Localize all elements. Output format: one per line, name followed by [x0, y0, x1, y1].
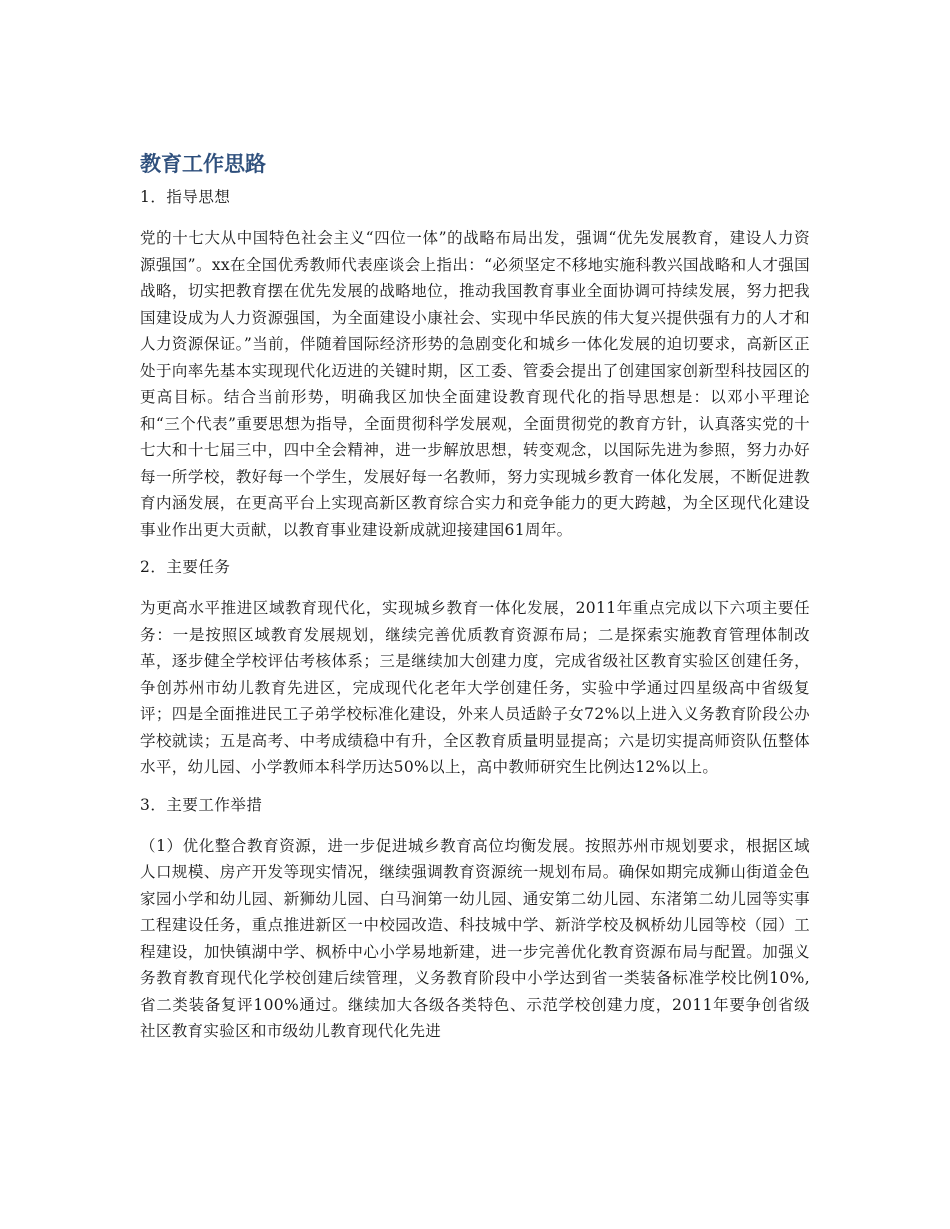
- document-title: 教育工作思路: [140, 152, 266, 176]
- document-page: [140, 148, 810, 1045]
- section-heading-main-tasks: 2．主要任务: [140, 558, 231, 576]
- section-paragraph-main-measures: （1）优化整合教育资源，进一步促进城乡教育高位均衡发展。按照苏州市规划要求，根据区域人口规模、房产开发等现实情况，继续强调教育资源统一规划布局。确保如期完成狮山街道金色家园小学和幼儿园、新狮幼儿园、白马涧第一幼儿园、通安第二幼儿园、东渚第二幼儿园等实事工程建设任务，重点推进新区一中校园改造、科技城中学、新浒学校及枫桥幼儿园等校（园）工程建设，加快镇湖中学、枫桥中心小学易地新建，进一步完善优化教育资源布局与配置。加强义务教育教育现代化学校创建后续管理，义务教育阶段中小学达到省一类装备标准学校比例10%,省二类装备复评100%通过。继续加大各级各类特色、示范学校创建力度，2011年要争创省级社区教育实验区和市级幼儿教育现代化先进: [140, 836, 810, 1040]
- section-paragraph-guiding-ideology: 党的十七大从中国特色社会主义“四位一体”的战略布局出发，强调“优先发展教育，建设人力资源强国”。xx在全国优秀教师代表座谈会上指出：“必须坚定不移地实施科教兴国战略和人才强国战略，切实把教育摆在优先发展的战略地位，推动我国教育事业全面协调可持续发展，努力把我国建设成为人力资源强国，为全面建设小康社会、实现中华民族的伟大复兴提供强有力的人才和人力资源保证。”当前，伴随着国际经济形势的急剧变化和城乡一体化发展的迫切要求，高新区正处于向率先基本实现现代化迈进的关键时期，区工委、管委会提出了创建国家创新型科技园区的更高目标。结合当前形势，明确我区加快全面建设教育现代化的指导思想是：以邓小平理论和“三个代表”重要思想为指导，全面贯彻科学发展观，全面贯彻党的教育方针，认真落实党的十七大和十七届三中，四中全会精神，进一步解放思想，转变观念，以国际先进为参照，努力办好每一所学校，教好每一个学生，发展好每一名教师，努力实现城乡教育一体化发展，不断促进教育内涵发展，在更高平台上实现高新区教育综合实力和竞争能力的更大跨越，为全区现代化建设事业作出更大贡献，以教育事业建设新成就迎接建国61周年。: [140, 229, 810, 539]
- section-heading-main-measures: 3．主要工作举措: [140, 795, 263, 814]
- section-paragraph-main-tasks: 为更高水平推进区域教育现代化，实现城乡教育一体化发展，2011年重点完成以下六项主要任务：一是按照区域教育发展规划，继续完善优质教育资源布局；二是探索实施教育管理体制改革，逐步健全学校评估考核体系；三是继续加大创建力度，完成省级社区教育实验区创建任务，争创苏州市幼儿教育先进区，完成现代化老年大学创建任务，实验中学通过四星级高中省级复评；四是全面推进民工子弟学校标准化建设，外来人员适龄子女72%以上进入义务教育阶段公办学校就读；五是高考、中考成绩稳中有升，全区教育质量明显提高；六是切实提高师资队伍整体水平，幼儿园、小学教师本科学历达50%以上，高中教师研究生比例达12%以上。: [140, 599, 810, 776]
- section-heading-guiding-ideology: 1．指导思想: [140, 188, 231, 206]
